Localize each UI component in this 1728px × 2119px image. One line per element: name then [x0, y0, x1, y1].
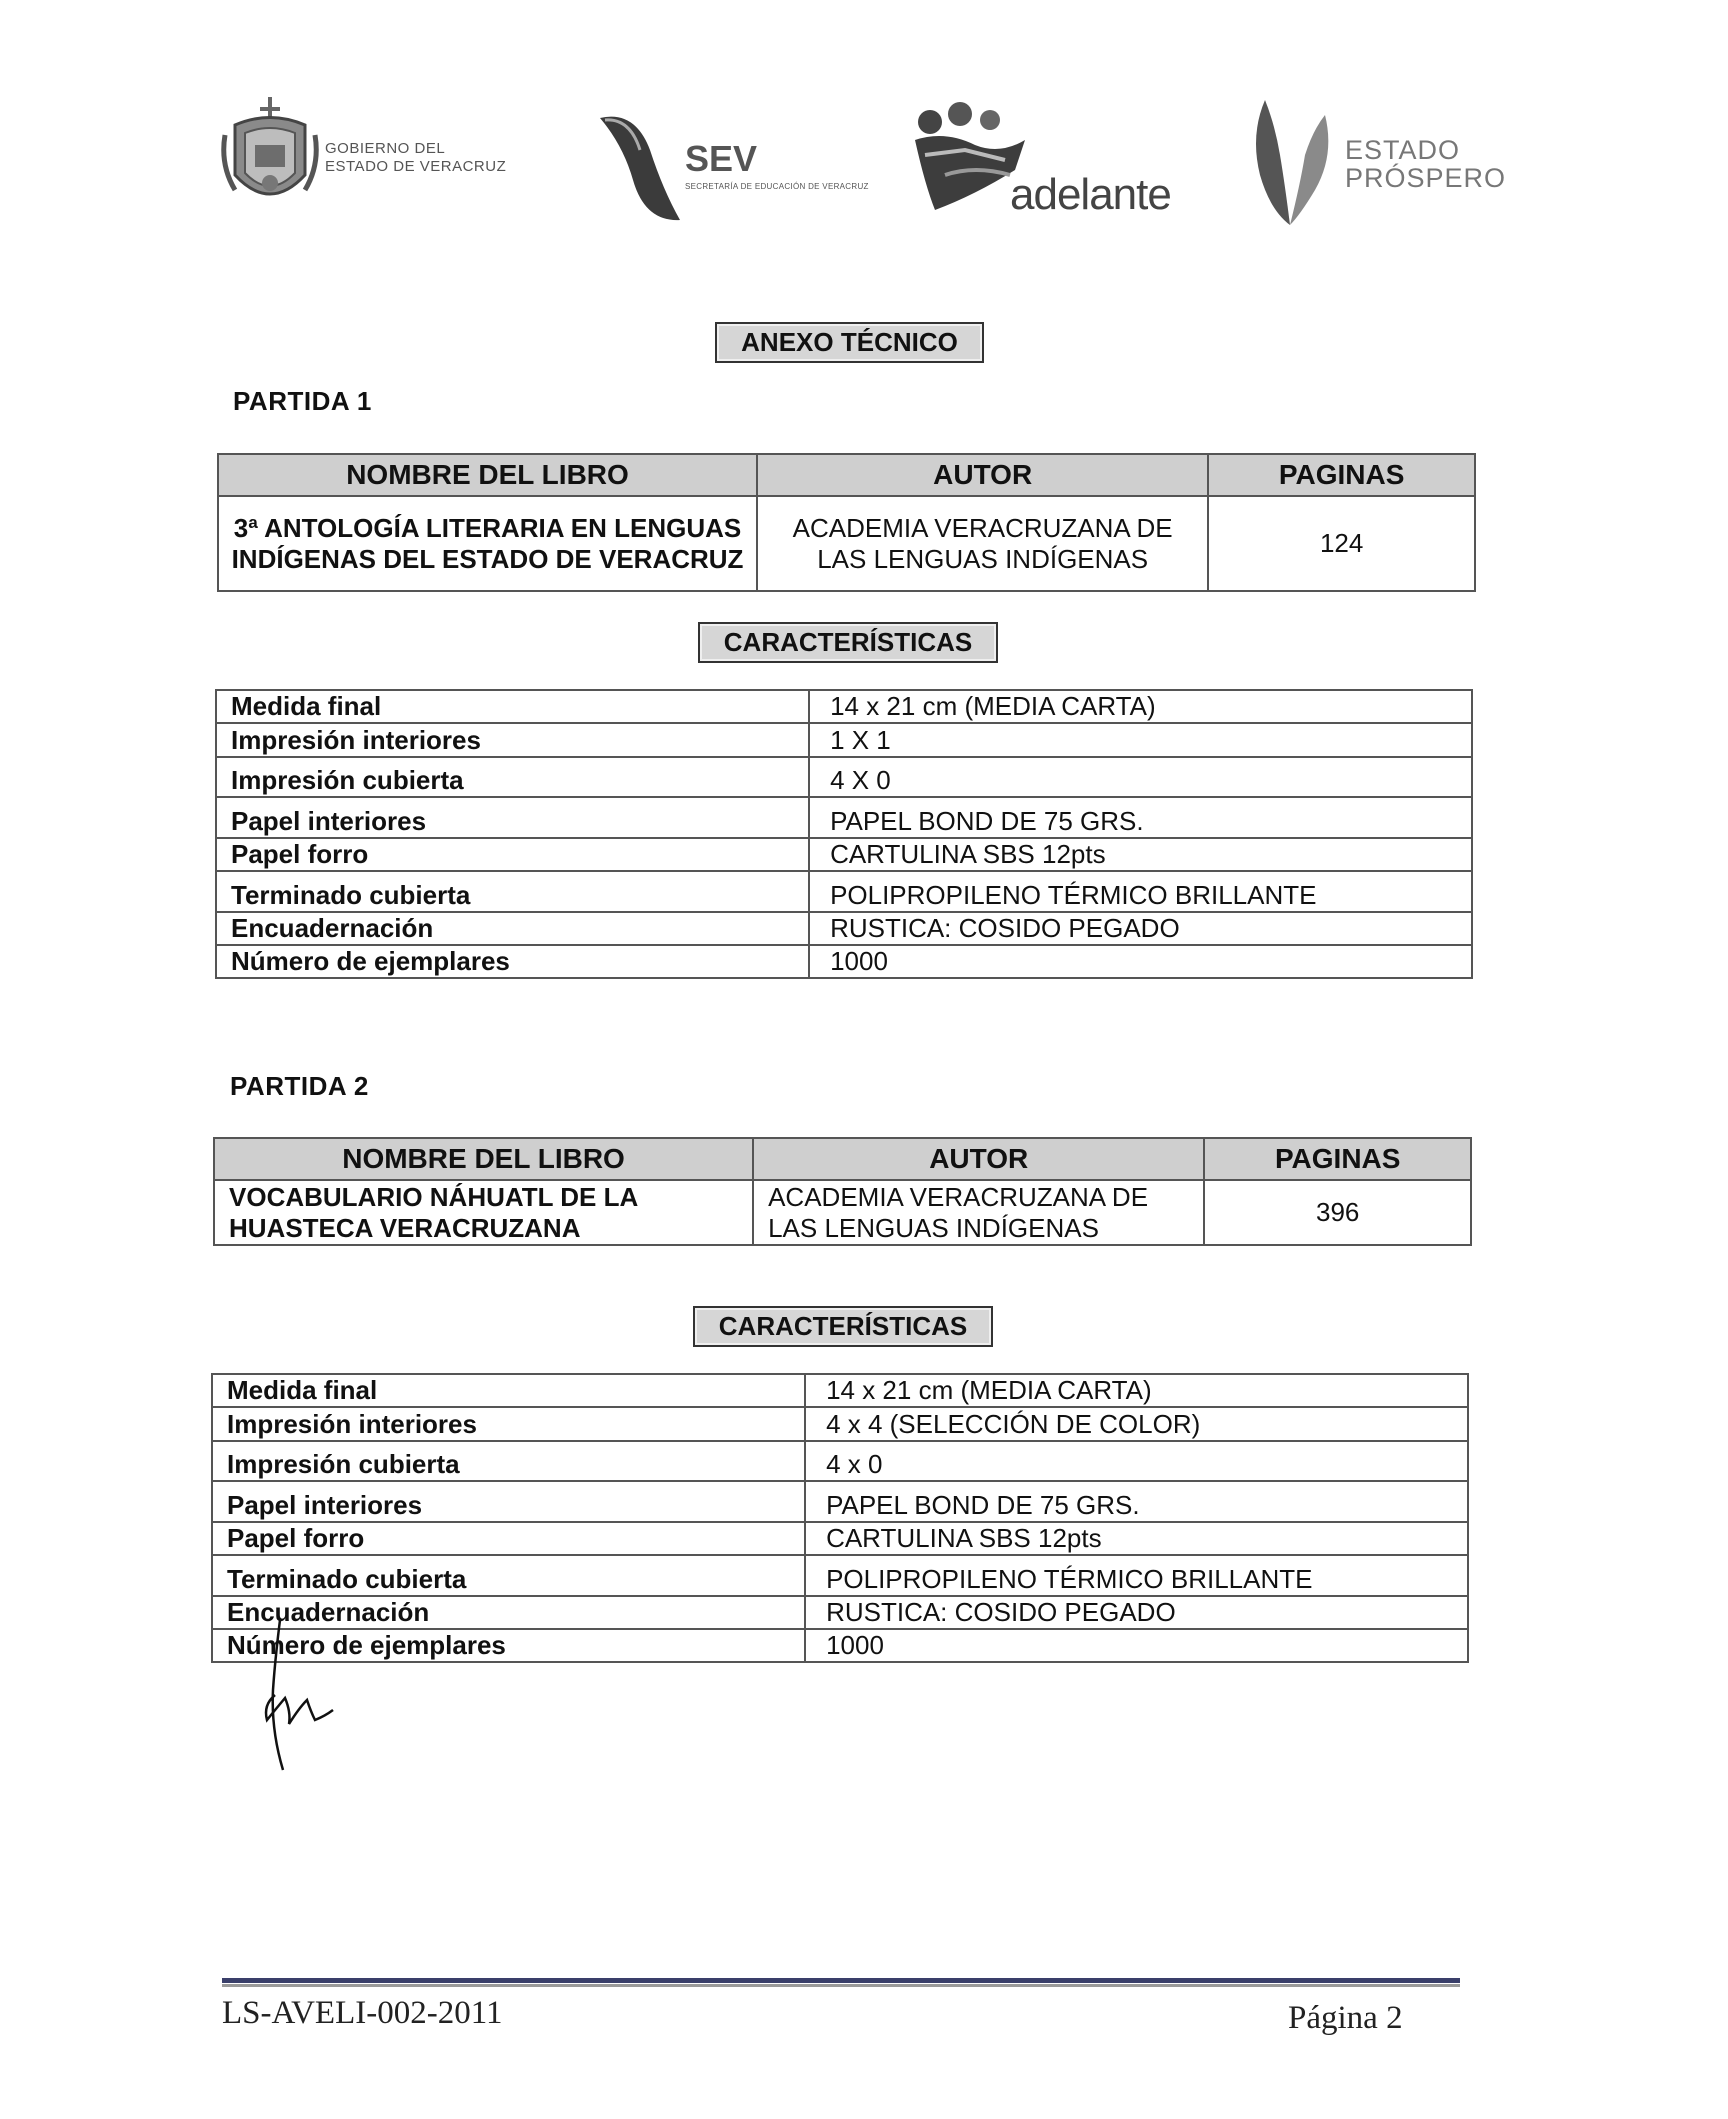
book-title: VOCABULARIO NÁHUATL DE LA HUASTECA VERACRUZANA [214, 1180, 753, 1245]
book-author: ACADEMIA VERACRUZANA DE LAS LENGUAS INDÍGENAS [757, 496, 1208, 591]
handwritten-signature [205, 1620, 355, 1780]
partida-2-label: PARTIDA 2 [230, 1071, 369, 1101]
table-row [218, 496, 1475, 591]
table-row [216, 945, 1472, 978]
page-number: Página 2 [1288, 2000, 1403, 2036]
prospero-leaf-icon [1245, 95, 1345, 230]
header-paginas: PAGINAS [1208, 454, 1475, 496]
table-row [216, 723, 1472, 757]
sev-logo-name: SEV [685, 138, 758, 179]
spec-value: 4 x 0 [805, 1441, 1468, 1481]
table-row [212, 1596, 1468, 1629]
spec-value: 1000 [805, 1629, 1468, 1662]
header-paginas: PAGINAS [1204, 1138, 1471, 1180]
estado-prospero-logo [1245, 95, 1505, 230]
book-author: ACADEMIA VERACRUZANA DE LAS LENGUAS INDÍGENAS [753, 1180, 1204, 1245]
spec-label: Papel interiores [212, 1481, 805, 1522]
table-row [216, 871, 1472, 912]
table-row [216, 757, 1472, 797]
book-table-header-row [218, 454, 1475, 496]
table-row [214, 1180, 1471, 1245]
sev-swoosh-icon [595, 110, 685, 230]
table-row [212, 1481, 1468, 1522]
table-row [216, 797, 1472, 838]
spec-label: Terminado cubierta [216, 871, 809, 912]
spec-label: Encuadernación [212, 1596, 805, 1629]
header-autor: AUTOR [757, 454, 1208, 496]
document-title: ANEXO TÉCNICO [715, 322, 984, 363]
spec-value: 1 X 1 [809, 723, 1472, 757]
spec-value: POLIPROPILENO TÉRMICO BRILLANTE [805, 1555, 1468, 1596]
spec-label: Número de ejemplares [216, 945, 809, 978]
table-row [212, 1441, 1468, 1481]
sev-logo-subtitle: SECRETARÍA DE EDUCACIÓN DE VERACRUZ [685, 182, 869, 191]
document-code: LS-AVELI-002-2011 [222, 1995, 503, 2031]
spec-value: 1000 [809, 945, 1472, 978]
header-nombre-del-libro: NOMBRE DEL LIBRO [218, 454, 757, 496]
spec-label: Impresión interiores [216, 723, 809, 757]
book-title: 3ª ANTOLOGÍA LITERARIA EN LENGUAS INDÍGENAS DEL ESTADO DE VERACRUZ [218, 496, 757, 591]
table-row [212, 1407, 1468, 1441]
partida-2-characteristics-heading: CARACTERÍSTICAS [693, 1306, 993, 1347]
spec-label: Impresión interiores [212, 1407, 805, 1441]
spec-label: Encuadernación [216, 912, 809, 945]
spec-label: Papel forro [216, 838, 809, 871]
partida-2-book-table [213, 1137, 1472, 1246]
table-row [216, 690, 1472, 723]
spec-value: PAPEL BOND DE 75 GRS. [809, 797, 1472, 838]
adelante-logo-word: adelante [1010, 170, 1171, 219]
partida-1-book-table [217, 453, 1476, 592]
spec-value: 14 x 21 cm (MEDIA CARTA) [809, 690, 1472, 723]
table-row [216, 912, 1472, 945]
book-pages: 396 [1204, 1180, 1471, 1245]
table-row [212, 1522, 1468, 1555]
table-row [212, 1555, 1468, 1596]
table-row [216, 838, 1472, 871]
spec-label: Impresión cubierta [216, 757, 809, 797]
partida-1-label: PARTIDA 1 [233, 386, 372, 416]
book-pages: 124 [1208, 496, 1475, 591]
spec-label: Terminado cubierta [212, 1555, 805, 1596]
partida-1-specs-table [215, 689, 1473, 979]
book-table-header-row [214, 1138, 1471, 1180]
prospero-logo-line2: PRÓSPERO [1345, 163, 1507, 193]
footer-rule [222, 1978, 1460, 1989]
header-autor: AUTOR [753, 1138, 1204, 1180]
spec-label: Papel forro [212, 1522, 805, 1555]
spec-label: Medida final [216, 690, 809, 723]
sev-logo [595, 110, 875, 230]
adelante-logo [905, 100, 1205, 230]
partida-2-specs-table [211, 1373, 1469, 1663]
gobierno-veracruz-logo [220, 95, 550, 220]
spec-label: Número de ejemplares [212, 1629, 805, 1662]
gobierno-logo-line2: ESTADO DE VERACRUZ [325, 158, 507, 175]
header-nombre-del-libro: NOMBRE DEL LIBRO [214, 1138, 753, 1180]
spec-value: 14 x 21 cm (MEDIA CARTA) [805, 1374, 1468, 1407]
coat-of-arms-icon [220, 95, 320, 220]
spec-label: Papel interiores [216, 797, 809, 838]
table-row [212, 1374, 1468, 1407]
spec-value: 4 x 4 (SELECCIÓN DE COLOR) [805, 1407, 1468, 1441]
table-row [212, 1629, 1468, 1662]
spec-value: CARTULINA SBS 12pts [809, 838, 1472, 871]
spec-value: RUSTICA: COSIDO PEGADO [805, 1596, 1468, 1629]
gobierno-logo-line1: GOBIERNO DEL [325, 140, 446, 157]
spec-label: Medida final [212, 1374, 805, 1407]
spec-value: RUSTICA: COSIDO PEGADO [809, 912, 1472, 945]
prospero-logo-line1: ESTADO [1345, 135, 1461, 165]
partida-1-characteristics-heading: CARACTERÍSTICAS [698, 622, 998, 663]
spec-value: CARTULINA SBS 12pts [805, 1522, 1468, 1555]
spec-label: Impresión cubierta [212, 1441, 805, 1481]
spec-value: 4 X 0 [809, 757, 1472, 797]
spec-value: PAPEL BOND DE 75 GRS. [805, 1481, 1468, 1522]
spec-value: POLIPROPILENO TÉRMICO BRILLANTE [809, 871, 1472, 912]
